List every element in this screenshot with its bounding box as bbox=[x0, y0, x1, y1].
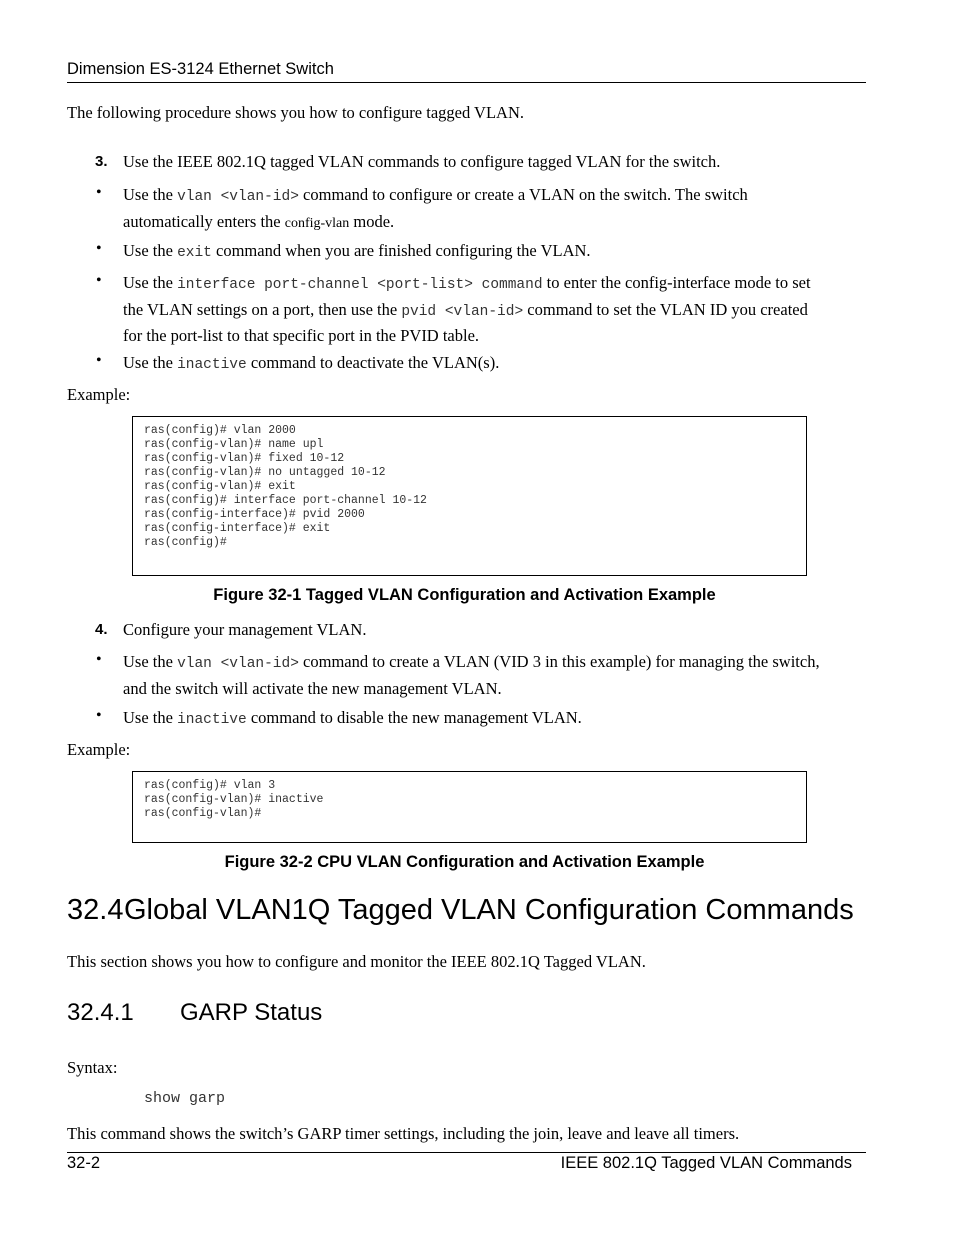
code-example-box bbox=[132, 771, 807, 843]
inline-code: exit bbox=[177, 245, 212, 261]
inline-code: pvid <vlan-id> bbox=[401, 303, 524, 320]
mode-name: config-vlan bbox=[284, 215, 350, 231]
code-line: ras(config-vlan)# inactive bbox=[144, 793, 324, 806]
bullet-marker: • bbox=[96, 272, 102, 289]
bullet-line: and the switch will activate the new management VLAN. bbox=[123, 678, 502, 698]
bullet-line: for the port-list to that specific port in the PVID table. bbox=[123, 326, 480, 345]
bullet-line: Use the interface port-channel <port-list> command to enter the config-interface mode to set bbox=[123, 273, 811, 293]
example-label: Example: bbox=[67, 385, 131, 404]
syntax-command: show garp bbox=[144, 1090, 226, 1107]
bullet-line: automatically enters the config-vlan mode. bbox=[123, 211, 395, 231]
chapter-title: IEEE 802.1Q Tagged VLAN Commands bbox=[560, 1154, 852, 1172]
header-divider bbox=[67, 82, 866, 83]
bullet-marker: • bbox=[96, 352, 102, 369]
code-line: ras(config-vlan)# no untagged 10-12 bbox=[144, 466, 386, 479]
section-paragraph: This section shows you how to configure and monitor the IEEE 802.1Q Tagged VLAN. bbox=[67, 952, 646, 971]
bullet-line: Use the vlan <vlan-id> command to create a VLAN (VID 3 in this example) for managing the switch, bbox=[123, 652, 820, 672]
code-line: ras(config)# vlan 3 bbox=[144, 779, 276, 792]
intro-paragraph: The following procedure shows you how to configure tagged VLAN. bbox=[67, 103, 525, 122]
step-text: Use the IEEE 802.1Q tagged VLAN commands to configure tagged VLAN for the switch. bbox=[123, 152, 721, 171]
inline-code: inactive bbox=[177, 712, 247, 728]
bullet-line: Use the vlan <vlan-id> command to configure or create a VLAN on the switch. The switch bbox=[123, 185, 748, 205]
inline-code: inactive bbox=[177, 357, 247, 373]
code-line: ras(config-vlan)# name upl bbox=[144, 438, 324, 451]
bullet-marker: • bbox=[96, 240, 102, 257]
bullet-marker: • bbox=[96, 651, 102, 668]
syntax-label: Syntax: bbox=[67, 1058, 118, 1077]
example-label: Example: bbox=[67, 740, 131, 759]
code-line: ras(config)# vlan 2000 bbox=[144, 424, 296, 437]
step-text: Configure your management VLAN. bbox=[123, 620, 367, 639]
subsection-title: GARP Status bbox=[180, 999, 323, 1026]
code-line: ras(config-interface)# pvid 2000 bbox=[144, 508, 365, 521]
footer-divider bbox=[67, 1152, 866, 1153]
step-number: 4. bbox=[95, 621, 108, 638]
bullet-item: Use the inactive command to disable the new management VLAN. bbox=[123, 708, 582, 728]
inline-code: interface port-channel <port-list> command bbox=[177, 277, 543, 293]
code-line: ras(config-vlan)# bbox=[144, 807, 262, 820]
bullet-item bbox=[123, 271, 811, 348]
bullet-marker: • bbox=[96, 184, 102, 201]
step-number: 3. bbox=[95, 153, 108, 170]
bullet-item: Use the inactive command to deactivate the VLAN(s). bbox=[123, 353, 500, 373]
running-header: Dimension ES-3124 Ethernet Switch bbox=[67, 60, 334, 78]
bullet-line: the VLAN settings on a port, then use the pvid <vlan-id> command to set the VLAN ID you created bbox=[123, 299, 808, 320]
code-line: ras(config-vlan)# fixed 10-12 bbox=[144, 452, 345, 465]
figure-caption: Figure 32-2 CPU VLAN Configuration and Activation Example bbox=[224, 853, 705, 871]
description-paragraph: This command shows the switch’s GARP timer settings, including the join, leave and leave all timers. bbox=[67, 1124, 740, 1143]
bullet-item bbox=[123, 650, 820, 700]
bullet-item bbox=[123, 183, 748, 235]
subsection-number: 32.4.1 bbox=[67, 999, 134, 1026]
code-line: ras(config)# bbox=[144, 536, 227, 549]
section-title: Global VLAN1Q Tagged VLAN Configuration Commands bbox=[124, 894, 854, 926]
page-number: 32-2 bbox=[67, 1154, 101, 1172]
inline-code: vlan <vlan-id> bbox=[177, 189, 299, 205]
inline-code: vlan <vlan-id> bbox=[177, 656, 299, 672]
section-number: 32.4 bbox=[67, 894, 124, 926]
figure-caption: Figure 32-1 Tagged VLAN Configuration and Activation Example bbox=[213, 586, 716, 604]
bullet-marker: • bbox=[96, 707, 102, 724]
code-line: ras(config)# interface port-channel 10-12 bbox=[144, 494, 427, 507]
code-example-box bbox=[132, 416, 807, 576]
code-line: ras(config-vlan)# exit bbox=[144, 480, 296, 493]
code-line: ras(config-interface)# exit bbox=[144, 522, 331, 535]
bullet-item: Use the exit command when you are finished configuring the VLAN. bbox=[123, 241, 591, 261]
